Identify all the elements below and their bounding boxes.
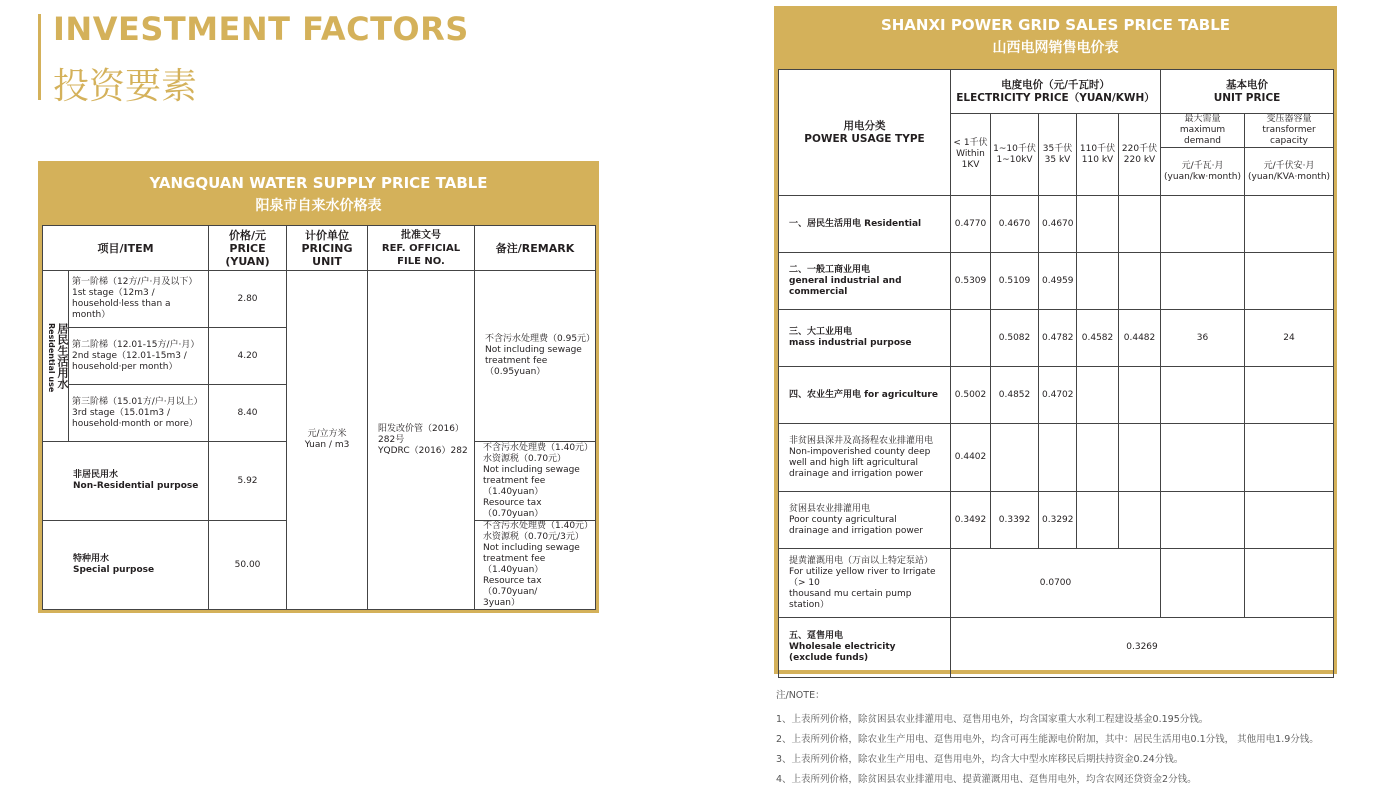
page-title-en: INVESTMENT FACTORS [53, 10, 469, 48]
stage-2-price: 4.20 [209, 328, 287, 385]
volt-col-3: 35千伏 35 kV [1039, 114, 1077, 196]
header-accent-bar [38, 14, 41, 100]
power-price-table [778, 69, 1334, 678]
header-unit-price: 基本电价 UNIT PRICE [1161, 70, 1334, 114]
table-row [779, 492, 1334, 549]
price-cell: 0.4782 [1039, 310, 1077, 367]
transformer-capacity-header: 变压器容量 transformer capacity [1245, 114, 1334, 148]
water-title-cn: 阳泉市自来水价格表 [255, 198, 382, 214]
price-cell: 0.4582 [1077, 310, 1119, 367]
note-item: 1、上表所列价格，除贫困县农业排灌用电、趸售用电外，均含国家重大水利工程建设基金0.195分钱。 [776, 714, 1209, 725]
price-cell: 0.4670 [991, 196, 1039, 253]
remark-residential: 不含污水处理费（0.95元） Not including sewage treatment fee（0.95yuan） [475, 271, 596, 442]
price-cell: 0.4702 [1039, 367, 1077, 424]
header-file: 批准文号 REF. OFFICIAL FILE NO. [368, 226, 475, 271]
price-cell: 0.3492 [951, 492, 991, 549]
price-cell: 0.3269 [951, 618, 1334, 678]
notes-section [776, 686, 1366, 790]
price-cell: 0.5082 [991, 310, 1039, 367]
remark-special: 不含污水处理费（1.40元） 水资源税（0.70元/3元） Not including sewage treatment fee （1.40yuan） Resource tax（0.70yuan/ 3yuan） [475, 521, 596, 610]
special-purpose-label: 特种用水 Special purpose [43, 521, 209, 610]
price-cell: 0.5002 [951, 367, 991, 424]
stage-3-label: 第三阶梯（15.01方/户·月以上） 3rd stage（15.01m3 / household·month or more） [69, 385, 209, 442]
non-residential-label: 非居民用水 Non-Residential purpose [43, 442, 209, 521]
price-cell: 0.5309 [951, 253, 991, 310]
table-row [779, 253, 1334, 310]
residential-label: 居民生活用水 Residential use [43, 271, 69, 442]
row-mass-label: 三、大工业用电 mass industrial purpose [779, 310, 951, 367]
header-item: 项目/ITEM [43, 226, 209, 271]
power-table-title [774, 6, 1337, 69]
max-demand-unit: 元/千瓦·月 (yuan/kw·month) [1161, 148, 1245, 196]
price-cell: 0.4852 [991, 367, 1039, 424]
table-row [779, 618, 1334, 678]
price-cell: 0.4670 [1039, 196, 1077, 253]
transformer-capacity-unit: 元/千伏安·月 (yuan/KVA·month) [1245, 148, 1334, 196]
row-residential-label: 一、居民生活用电 Residential [779, 196, 951, 253]
remark-non-residential: 不含污水处理费（1.40元） 水资源税（0.70元） Not including sewage treatment fee （1.40yuan） Resource tax （0.70yuan） [475, 442, 596, 521]
row-yellow-label: 提黄灌溉用电（万亩以上特定泵站） For utilize yellow river to Irrigate（> 10 thousand mu certain pump station） [779, 549, 951, 618]
table-row [779, 549, 1334, 618]
stage-3-price: 8.40 [209, 385, 287, 442]
header-usage-type: 用电分类 POWER USAGE TYPE [779, 70, 951, 196]
water-table-title [38, 161, 599, 225]
official-file-no: 阳发改价管（2016） 282号 YQDRC（2016）282 [368, 271, 475, 610]
water-price-table-panel [38, 161, 599, 613]
table-row [779, 310, 1334, 367]
table-row [779, 367, 1334, 424]
price-cell: 0.3292 [1039, 492, 1077, 549]
non-residential-price: 5.92 [209, 442, 287, 521]
row-poor-label: 贫困县农业排灌用电 Poor county agricultural drainage and irrigation power [779, 492, 951, 549]
header-electricity-price: 电度电价（元/千瓦时） ELECTRICITY PRICE（YUAN/KWH） [951, 70, 1161, 114]
pricing-unit: 元/立方米 Yuan / m3 [287, 271, 368, 610]
notes-title: 注/NOTE： [776, 690, 825, 701]
power-price-table-panel [774, 6, 1337, 674]
stage-1-label: 第一阶梯（12方/户·月及以下） 1st stage（12m3 / household·less than a month） [69, 271, 209, 328]
row-wholesale-label: 五、趸售用电 Wholesale electricity (exclude funds) [779, 618, 951, 678]
note-item: 3、上表所列价格，除农业生产用电、趸售用电外，均含大中型水库移民后期扶持资金0.24分钱。 [776, 754, 1184, 765]
header-unit: 计价单位 PRICING UNIT [287, 226, 368, 271]
row-agri-label: 四、农业生产用电 for agriculture [779, 367, 951, 424]
water-price-table [42, 225, 596, 610]
note-item: 4、上表所列价格，除贫困县农业排灌用电、提黄灌溉用电、趸售用电外，均含农网还贷资金2分钱。 [776, 774, 1197, 785]
power-title-cn: 山西电网销售电价表 [992, 40, 1119, 56]
max-demand-value: 36 [1161, 310, 1245, 367]
header-remark: 备注/REMARK [475, 226, 596, 271]
stage-1-price: 2.80 [209, 271, 287, 328]
price-cell: 0.5109 [991, 253, 1039, 310]
price-cell: 0.4482 [1119, 310, 1161, 367]
header-price: 价格/元 PRICE (YUAN) [209, 226, 287, 271]
row-general-label: 二、一般工商业用电 general industrial and commercial [779, 253, 951, 310]
special-purpose-price: 50.00 [209, 521, 287, 610]
transformer-capacity-value: 24 [1245, 310, 1334, 367]
row-nonpoor-label: 非贫困县深井及高扬程农业排灌用电 Non-impoverished county deep well and high lift agricultural drainage and irrigation power [779, 424, 951, 492]
volt-col-4: 110千伏 110 kV [1077, 114, 1119, 196]
volt-col-5: 220千伏 220 kV [1119, 114, 1161, 196]
stage-2-label: 第二阶梯（12.01-15方/户·月） 2nd stage（12.01-15m3 / household·per month） [69, 328, 209, 385]
volt-col-1: < 1千伏 Within 1KV [951, 114, 991, 196]
price-cell: 0.3392 [991, 492, 1039, 549]
water-title-en: YANGQUAN WATER SUPPLY PRICE TABLE [149, 174, 488, 192]
price-cell: 0.4959 [1039, 253, 1077, 310]
table-row [43, 271, 596, 328]
max-demand-header: 最大需量 maximum demand [1161, 114, 1245, 148]
note-item: 2、上表所列价格，除农业生产用电、趸售用电外，均含可再生能源电价附加，其中：居民生活用电0.1分钱， 其他用电1.9分钱。 [776, 734, 1319, 745]
page-title-cn: 投资要素 [53, 66, 198, 107]
table-row [779, 424, 1334, 492]
volt-col-2: 1~10千伏 1~10kV [991, 114, 1039, 196]
table-row [779, 196, 1334, 253]
price-cell: 0.0700 [951, 549, 1161, 618]
power-title-en: SHANXI POWER GRID SALES PRICE TABLE [880, 16, 1231, 34]
price-cell: 0.4770 [951, 196, 991, 253]
price-cell: 0.4402 [951, 424, 991, 492]
